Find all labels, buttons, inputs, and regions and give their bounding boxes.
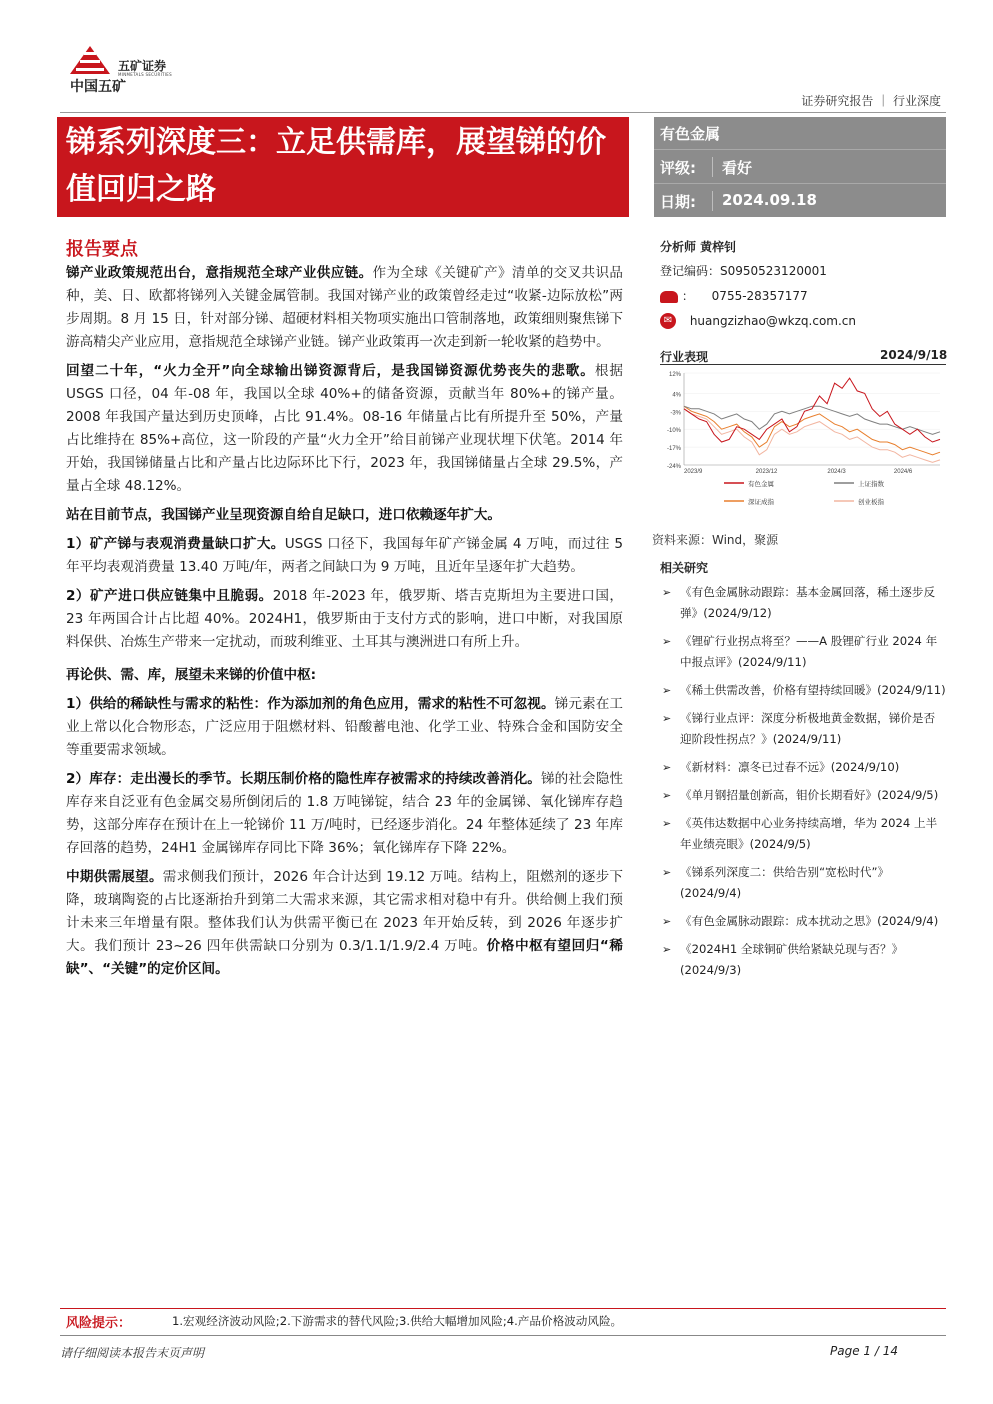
chart-title: 行业表现 xyxy=(660,350,709,364)
chart-source: 资料来源：Wind，聚源 xyxy=(652,533,779,547)
series-line xyxy=(684,406,940,434)
logo-cn-text: 中国五矿 xyxy=(70,79,126,95)
paragraph xyxy=(66,585,623,654)
related-item[interactable]: ➢ 《单月钢招量创新高，钼价长期看好》(2024/9/5) xyxy=(660,785,946,806)
paragraph-text: USGS 口径下，我国每年矿产锑金属 4 万吨，而过往 5 年平均表观消费量 13.40 万吨/年，两者之间缺口为 9 万吨，且近年呈逐年扩大趋势。 xyxy=(66,536,623,575)
info-divider xyxy=(654,149,946,150)
email-row xyxy=(660,313,856,329)
analyst-name: 分析师 黄梓钊 xyxy=(660,240,737,254)
legend-label: 深证成指 xyxy=(748,499,774,506)
related-item[interactable]: ➢ 《有色金属脉动跟踪：成本扰动之思》(2024/9/4) xyxy=(660,911,946,932)
paragraph-text: 锑的社会隐性库存来自泛亚有色金属交易所倒闭后的 1.8 万吨锑锭，结合 23 年的金属锑、氧化锑库存趋势，这部分库存在预计在上一轮锑价 11 万/吨时，已经逐步消化。24 年整体延续了 23 年库存回落的趋势，24H1 金属锑库存同比下降 36%；氧化锑库存下降 22%。 xyxy=(66,771,623,856)
paragraph-lead: 站在目前节点，我国锑产业呈现资源自给自足缺口，进口依赖逐年扩大。 xyxy=(66,507,501,523)
paragraph-lead: 1）矿产锑与表观消费量缺口扩大。 xyxy=(66,536,285,552)
y-tick-label: -3% xyxy=(670,410,681,417)
analyst-reg: 登记编码：S0950523120001 xyxy=(660,264,827,278)
date-label: 日期: xyxy=(660,193,696,211)
related-list xyxy=(660,582,946,988)
related-item[interactable]: ➢ 《2024H1 全球铜矿供给紧缺兑现与否？》(2024/9/3) xyxy=(660,939,946,981)
report-body xyxy=(66,262,623,987)
report-type: 证券研究报告 ｜ 行业深度 xyxy=(801,94,941,108)
paragraph-text: 作为全球《关键矿产》清单的交叉共识品种，美、日、欧都将锑列入关键金属管制。我国对锑产业的政策曾经走过“收紧-边际放松”两步周期。8 月 15 日，针对部分锑、超硬材料相关物项实施出口管制落地，政策细则聚焦锑下游高精尖产业应用，意指规范全球锑产业链。锑产业政策再一次走到新一轮收紧的趋势中。 xyxy=(66,265,624,350)
legend-label: 上证指数 xyxy=(858,481,884,488)
paragraph-lead: 锑产业政策规范出台，意指规范全球产业供应链。 xyxy=(66,265,373,281)
risk-divider xyxy=(60,1308,946,1309)
related-item[interactable]: ➢ 《锂矿行业拐点将至？——A 股锂矿行业 2024 年中报点评》(2024/9/11) xyxy=(660,631,946,673)
paragraph xyxy=(66,262,623,354)
phone-label: ： xyxy=(681,289,694,303)
y-tick-label: -10% xyxy=(666,428,681,435)
series-line xyxy=(684,378,940,442)
report-title: 锑系列深度三：立足供需库，展望锑的价值回归之路 xyxy=(66,125,606,207)
related-item[interactable]: ➢ 《锑系列深度二：供给告别“宽松时代”》(2024/9/4) xyxy=(660,862,946,904)
risk-label: 风险提示： xyxy=(66,1316,132,1331)
info-separator xyxy=(712,191,713,211)
legend-label: 创业板指 xyxy=(858,499,884,506)
page-number: Page 1 / 14 xyxy=(830,1344,898,1358)
paragraph xyxy=(66,693,623,762)
analyst-phone: 0755-28357177 xyxy=(711,289,808,303)
paragraph-lead: 再论供、需、库，展望未来锑的价值中枢: xyxy=(66,667,317,683)
phone-icon xyxy=(660,291,678,303)
email-icon: ✉ xyxy=(660,313,676,329)
related-item[interactable]: ➢ 《有色金属脉动跟踪：基本金属回落，稀土逐步反弹》(2024/9/12) xyxy=(660,582,946,624)
performance-chart-svg xyxy=(660,365,946,515)
x-tick-label: 2024/3 xyxy=(827,469,846,475)
paragraph-lead: 回望二十年，“火力全开”向全球输出锑资源背后，是我国锑资源优势丧失的悲歌。 xyxy=(66,363,595,379)
y-tick-label: 12% xyxy=(668,372,681,378)
legend-label: 有色金属 xyxy=(748,481,774,488)
section-title: 报告要点 xyxy=(66,239,138,260)
paragraph-text: 根据 USGS 口径，04 年-08 年，我国以全球 40%+的储备资源，贡献当年 80%+的锑产量。2008 年我国产量达到历史顶峰，占比 91.4%。08-16 年储量占比有所提升至 50%，产量占比维持在 85%+高位，这一阶段的产量“火力全开”给目前锑产业现状埋下伏笔。2014 年开始，我国锑储量占比和产量占比边际环比下行，2023 年，我国锑储量占全球 29.5%，产量占全球 48.12%。 xyxy=(66,363,623,494)
analyst-email[interactable]: huangzizhao@wkzq.com.cn xyxy=(689,313,856,328)
x-tick-label: 2024/6 xyxy=(893,469,913,475)
rating-label: 评级: xyxy=(660,159,696,177)
related-item[interactable]: ➢ 《新材料：凛冬已过春不远》(2024/9/10) xyxy=(660,757,946,778)
logo-brand-text: 五矿证券 xyxy=(118,59,167,73)
rating-value: 看好 xyxy=(722,159,753,177)
related-title: 相关研究 xyxy=(660,561,709,575)
y-tick-label: -24% xyxy=(666,464,681,470)
y-tick-label: -17% xyxy=(666,446,681,453)
paragraph xyxy=(66,533,623,579)
paragraph xyxy=(66,360,623,498)
paragraph xyxy=(66,664,623,687)
paragraph-text: 需求侧我们预计，2026 年合计达到 19.12 万吨。结构上，阻燃剂的逐步下降，玻璃陶瓷的占比逐渐抬升到第二大需求来源，其它需求相对稳中有升。供给侧上我们预计未来三年增量有限。整体我们认为供需平衡已在 2023 年开始反转，到 2026 年逐步扩大。我们预计 23~26 四年供需缺口分别为 0.3/1.1/1.9/2.4 万吨。 xyxy=(66,869,623,954)
info-divider xyxy=(654,183,946,184)
related-item[interactable]: ➢ 《稀土供需改善，价格有望持续回暖》(2024/9/11) xyxy=(660,680,946,701)
info-separator xyxy=(712,157,713,177)
phone-row xyxy=(660,287,808,304)
y-tick-label: 4% xyxy=(672,392,681,399)
paragraph-tail: 价格中枢有望回归“稀缺”、“关键”的定价区间。 xyxy=(66,938,623,977)
chart-date: 2024/9/18 xyxy=(880,348,948,362)
paragraph-lead: 2）矿产进口供应链集中且脆弱。 xyxy=(66,588,273,604)
paragraph-lead: 中期供需展望。 xyxy=(66,869,163,885)
related-item[interactable]: ➢ 《锑行业点评：深度分析极地黄金数据，锑价是否迎阶段性拐点？》(2024/9/11) xyxy=(660,708,946,750)
header-divider xyxy=(60,112,946,113)
footer-disclaimer: 请仔细阅读本报告末页声明 xyxy=(60,1346,205,1360)
paragraph-text: 锑元素在工业上常以化合物形态，广泛应用于阻燃材料、铅酸蓄电池、化学工业、特殊合金和国防安全等重要需求领域。 xyxy=(66,696,623,758)
paragraph xyxy=(66,504,623,527)
footer-divider xyxy=(60,1335,946,1336)
logo-emblem-icon xyxy=(62,40,118,76)
date-value: 2024.09.18 xyxy=(722,191,817,209)
risk-text: 1.宏观经济波动风险;2.下游需求的替代风险;3.供给大幅增加风险;4.产品价格波动风险。 xyxy=(172,1314,623,1328)
paragraph-text: 2018 年-2023 年，俄罗斯、塔吉克斯坦为主要进口国，23 年两国合计占比超 40%。2024H1，俄罗斯由于支付方式的影响，进口中断，对我国原料保供、冶炼生产带来一定扰动，而玻利维亚、土耳其与澳洲进口有所上升。 xyxy=(66,588,623,650)
paragraph xyxy=(66,768,623,860)
x-tick-label: 2023/12 xyxy=(755,469,778,475)
logo-en-text: MINMETALS SECURITIES xyxy=(118,72,172,77)
series-line xyxy=(684,406,940,455)
paragraph-lead: 2）库存：走出漫长的季节。长期压制价格的隐性库存被需求的持续改善消化。 xyxy=(66,771,541,787)
x-tick-label: 2023/9 xyxy=(684,469,703,475)
paragraph xyxy=(66,866,623,981)
related-item[interactable]: ➢ 《英伟达数据中心业务持续高增，华为 2024 上半年业绩亮眼》(2024/9/5) xyxy=(660,813,946,855)
paragraph-lead: 1）供给的稀缺性与需求的粘性：作为添加剂的角色应用，需求的粘性不可忽视。 xyxy=(66,696,555,712)
performance-chart xyxy=(660,365,946,515)
industry-label: 有色金属 xyxy=(660,125,721,143)
